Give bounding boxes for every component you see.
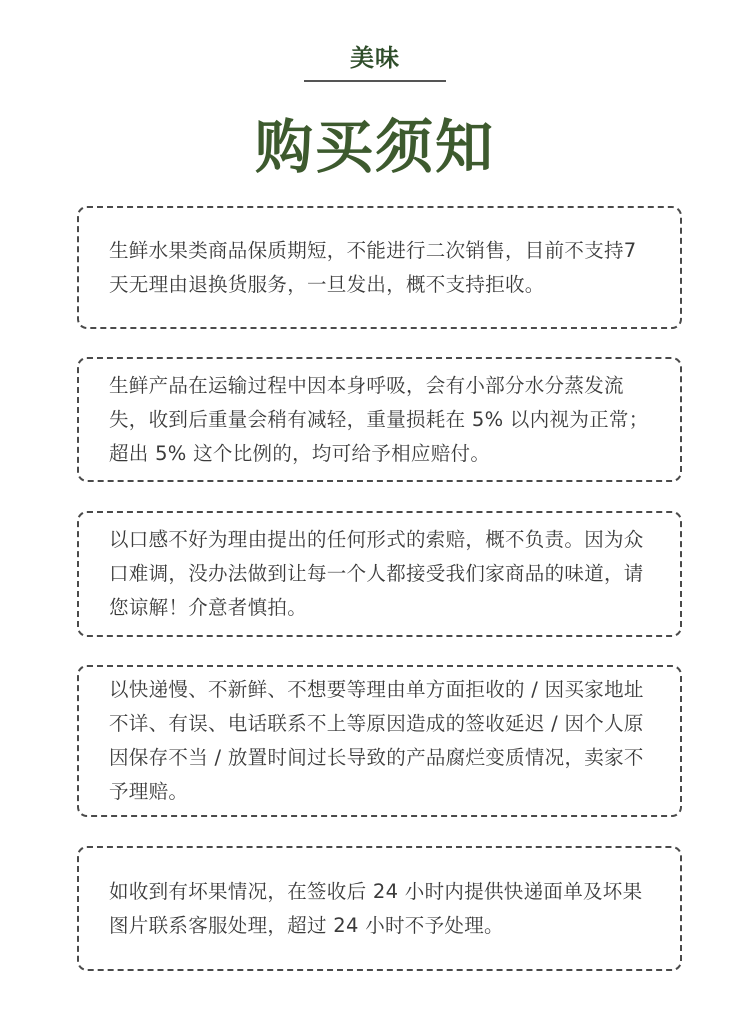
page-title: 购买须知	[254, 113, 495, 181]
notice-box-damaged-fruit	[77, 846, 682, 971]
title-divider	[304, 80, 446, 82]
notice-text-shelf-life: 生鲜水果类商品保质期短，不能进行二次销售，目前不支持7 天无理由退换货服务，一旦发出，概不支持拒收。	[109, 238, 637, 296]
notice-box-taste	[77, 511, 682, 637]
notice-box-refusal	[77, 665, 682, 817]
notice-box-shelf-life	[77, 206, 682, 329]
notice-box-weight-loss	[77, 357, 682, 482]
brand-subtitle: 美味	[350, 44, 400, 72]
notice-text-taste: 以口感不好为理由提出的任何形式的索赔，概不负责。因为众口难调，没办法做到让每一个人都接受我们家商品的味道，请您谅解！介意者慎拍。	[109, 528, 644, 619]
notice-text-damaged-fruit: 如收到有坏果情况，在签收后 24 小时内提供快递面单及坏果图片联系客服处理，超过 24 小时不予处理。	[109, 879, 643, 937]
notice-text-weight-loss: 生鲜产品在运输过程中因本身呼吸，会有小部分水分蒸发流失，收到后重量会稍有减轻，重量损耗在 5% 以内视为正常；超出 5% 这个比例的，均可给予相应赔付。	[109, 373, 649, 465]
notice-text-refusal: 以快递慢、不新鲜、不想要等理由单方面拒收的 / 因买家地址不详、有误、电话联系不上等原因造成的签收延迟 / 因个人原因保存不当 / 放置时间过长导致的产品腐烂变质情况，卖家不予理赔。	[109, 678, 644, 803]
